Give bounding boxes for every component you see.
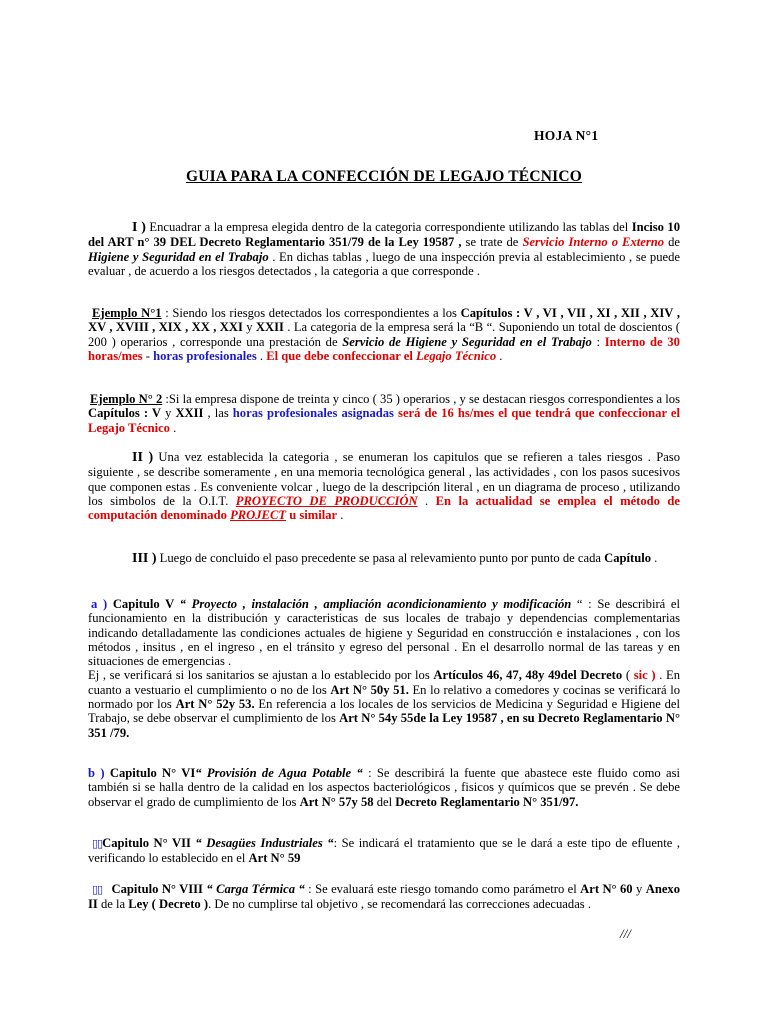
continuation-mark: /// (620, 926, 631, 941)
chapter-vi-paragraph: b ) Capitulo N° VI“ Provisión de Agua Potable “ : Se describirá la fuente que abastece este fluido como asi también si se halla dentro de la calidad en los aspectos bacteriológicos , fisicos y químicos que se prevén . Se debe observar el grado de cumplimiento de los Art N° 57y 58 del Decreto Reglamentario N° 351/97. (88, 766, 681, 809)
section-3-paragraph: III ) Luego de concluido el paso precedente se pasa al relevamiento punto por punto de cada Capítulo . (132, 551, 658, 566)
sheet-number: HOJA N°1 (534, 128, 599, 143)
example-2-label: Ejemplo N° 2 (90, 392, 163, 406)
chapter-vii-bullet-icon: ▯▯ (92, 838, 103, 850)
section-1-paragraph: I ) Encuadrar a la empresa elegida dentro de la categoria correspondiente utilizando las tablas del Inciso 10 del ART n° 39 DEL Decreto Reglamentario 351/79 de la Ley 19587 , se trate de Servicio Interno o Externo de Higiene y Seguridad en el Trabajo . En dichas tablas , luego de una inspección previa al establecimiento , se puede evaluar , de acuerdo a los riesgos detectados , la categoria a que corresponde . (88, 220, 681, 278)
chapter-viii-paragraph: ▯▯ Capitulo N° VIII “ Carga Térmica “ : Se evaluará este riesgo tomando como parámetro el Art N° 60 y Anexo II de la Ley ( Decreto ). De no cumplirse tal objetivo , se recomendará las correcciones adecuadas . (88, 882, 681, 912)
chapter-v-paragraph: a ) Capitulo V “ Proyecto , instalación , ampliación acondicionamiento y modificación “ : Se describirá el funcionamiento en la distribución y caracteristicas de sus locales de trabajo y dependencias complementarias indicando detalladamente las condiciones actuales de higiene y Seguridad en construcción e instalaciones , con los métodos , insitus , en el ingreso , en el tránsito y egreso del personal . En el desarrollo normal de las tareas y en situaciones de emergencias . Ej , se verificará si los sanitarios se ajustan a lo establecido por los Artículos 46, 47, 48y 49del Decreto ( sic ) . En cuanto a vestuario el cumplimiento o no de los Art N° 50y 51. En lo relativo a comedores y cocinas se verificará lo normado por los Art N° 52y 53. En referencia a los locales de los servicios de Medicina y Seguridad e Higiene del Trabajo, se debe observar el cumplimiento de los Art N° 54y 55de la Ley 19587 , en su Decreto Reglamentario N° 351 /79. (88, 597, 681, 740)
chapter-vi-title: “ Provisión de Agua Potable “ (195, 766, 363, 780)
chapter-vii-title: “ Desagües Industriales “ (195, 836, 334, 850)
chapter-viii-title: “ Carga Térmica “ (206, 882, 305, 896)
example-2-paragraph: Ejemplo N° 2 :Si la empresa dispone de treinta y cinco ( 35 ) operarios , y se destacan riesgos correspondientes a los Capítulos : V y XXII , las horas profesionales asignadas será de 16 hs/mes el que tendrá que confeccionar el Legajo Técnico . (88, 392, 680, 435)
chapter-v-marker: a ) (91, 597, 108, 611)
example-1-label: Ejemplo N°1 (92, 306, 162, 320)
chapter-vii-paragraph: ▯▯Capitulo N° VII “ Desagües Industriales “: Se indicará el tratamiento que se le dará a este tipo de efluente , verificando lo establecido en el Art N° 59 (88, 836, 681, 866)
section-3-number: III ) (132, 551, 157, 566)
section-2-paragraph: II ) Una vez establecida la categoria , se enumeran los capitulos que se refieren a tales riesgos . Paso siguiente , se describe someramente , en una memoria tecnológica general , las actividades , con los pasos sucesivos que componen estas . Es conveniente volcar , luego de la descripción literal , en un diagrama de proceso , utilizando los simbolos de la O.I.T. PROYECTO DE PRODUCCIÓN . En la actualidad se emplea el método de computación denominado PROJECT u similar . (88, 450, 680, 523)
section-2-number: II ) (132, 450, 154, 465)
section-1-number: I ) (132, 220, 146, 235)
chapter-v-title: “ Proyecto , instalación , ampliación acondicionamiento y modificación (179, 597, 572, 611)
page-title: GUIA PARA LA CONFECCIÓN DE LEGAJO TÉCNICO (185, 168, 583, 185)
chapter-vi-marker: b ) (88, 766, 105, 780)
chapter-viii-bullet-icon: ▯▯ (92, 884, 103, 896)
example-1-paragraph: Ejemplo N°1 : Siendo los riesgos detectados los correspondientes a los Capítulos : V , VI , VII , XI , XII , XIV , XV , XVIII , XIX , XX , XXI y XXII . La categoria de la empresa será la “B “. Suponiendo un total de doscientos ( 200 ) operarios , corresponde una prestación de Servicio de Higiene y Seguridad en el Trabajo : Interno de 30 horas/mes - horas profesionales . El que debe confeccionar el Legajo Técnico . (88, 306, 680, 363)
